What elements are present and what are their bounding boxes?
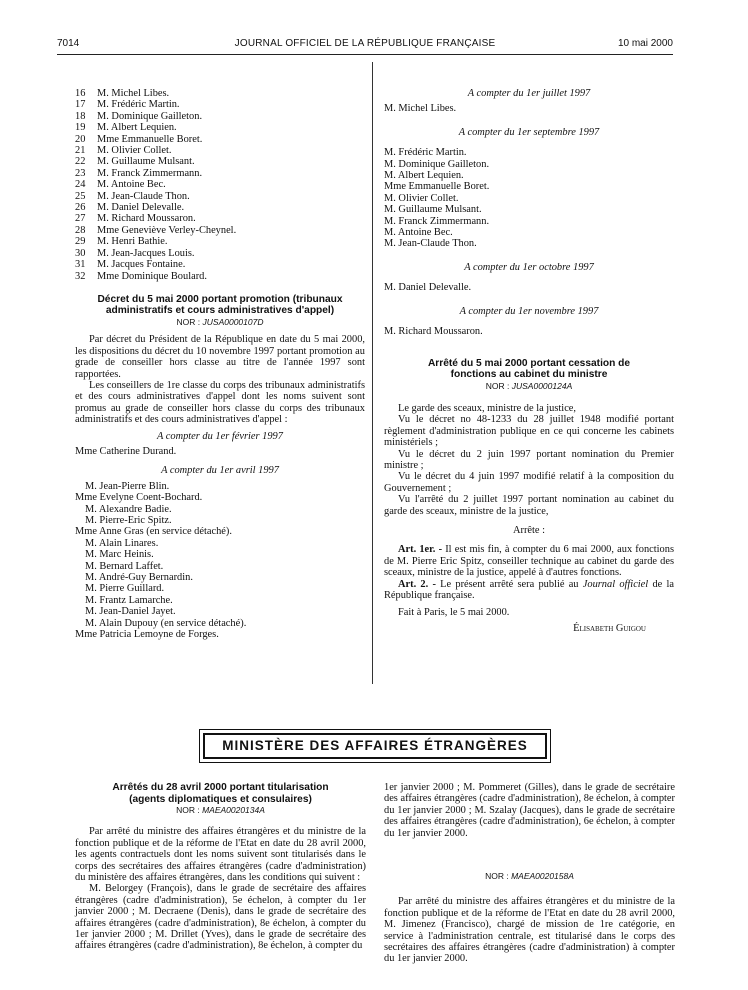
- arretes-paragraph: M. Belorgey (François), dans le grade de secrétaire des affaires étrangères (cadre d'administration), 5e échelon, à compter du 1er janvier 2000 ; M. Decraene (Denis), dans le grade de secrétaire des affaires étrangères (cadre d'administration), 8e échelon, à compter du 1er janvier 2000 ; M. Drillet (Yves), dans le grade de secrétaire des affaires étrangères (cadre d'administration), 8e échelon, à compter du: [75, 883, 366, 952]
- arrete-paragraph: Vu le décret no 48-1233 du 28 juillet 1948 modifié portant règlement d'administration publique en ce qui concerne les cabinets ministériels ;: [384, 414, 674, 449]
- name-line: M. Marc Heinis.: [85, 549, 154, 561]
- name-line: M. André-Guy Bernardin.: [85, 572, 193, 584]
- name-line: Mme Patricia Lemoyne de Forges.: [75, 629, 219, 641]
- arretes-nor-2: NOR : MAEA0020158A: [485, 871, 574, 882]
- name-line: M. Alexandre Badie.: [85, 503, 172, 515]
- list-item: 28 Mme Geneviève Verley-Cheynel.: [75, 224, 237, 236]
- name-line: M. Frantz Lamarche.: [85, 594, 173, 606]
- decree-paragraph: Les conseillers de 1re classe du corps des tribunaux administratifs et des cours administratives d'appel dont les noms suivent sont promus au grade de conseiller hors classe du corps des tribunaux administratifs et des cours administratives d'appel :: [75, 379, 365, 426]
- name-line: Mme Catherine Durand.: [75, 445, 177, 457]
- arrete-paragraph: Vu le décret du 4 juin 1997 modifié relatif à la composition du Gouvernement ;: [384, 471, 674, 494]
- fait-line: Fait à Paris, le 5 mai 2000.: [398, 607, 510, 619]
- name-group: [75, 481, 365, 641]
- list-item: 22 M. Guillaume Mulsant.: [75, 156, 195, 168]
- list-item: 19 M. Albert Lequien.: [75, 122, 177, 134]
- arrete-word: Arrête :: [512, 524, 546, 536]
- page-header: [57, 38, 673, 52]
- name-line: M. Franck Zimmermann.: [384, 215, 490, 227]
- arretes-paragraph: Par arrêté du ministre des affaires étrangères et du ministre de la fonction publique et de la réforme de l'Etat en date du 28 avril 2000, les agents contractuels dont les noms suivent sont titularisés dans le corps des secrétaires des affaires étrangères (cadre d'administration) du ministère des affaires étrangères, dans les conditions qui suivent :: [75, 826, 366, 884]
- list-item: 18 M. Dominique Gailleton.: [75, 110, 203, 122]
- header-rule: [57, 54, 673, 55]
- date-heading: A compter du 1er février 1997: [157, 430, 283, 442]
- right-column: [384, 88, 674, 634]
- column-divider: [372, 62, 373, 684]
- arrete-paragraph: Vu l'arrêté du 2 juillet 1997 portant nomination au cabinet du garde des sceaux, ministre de la justice,: [384, 494, 674, 517]
- arretes-paragraph: Par arrêté du ministre des affaires étrangères et du ministre de la fonction publique et de la réforme de l'Etat en date du 28 avril 2000, M. Jimenez (Francisco), chargé de mission de 1re catégorie, en service à l'administration centrale, est titularisé dans le corps des secrétaires des affaires étrangères (cadre d'administration) à compter du 1er janvier 2000.: [384, 896, 675, 965]
- list-item: 27 M. Richard Moussaron.: [75, 213, 196, 225]
- list-item: 23 M. Franck Zimmermann.: [75, 167, 203, 179]
- decree-nor: NOR : JUSA0000107D: [176, 316, 264, 327]
- name-line: M. Jean-Claude Thon.: [384, 238, 477, 250]
- signature: Élisabeth Guigou: [573, 622, 646, 634]
- list-item: 16 M. Michel Libes.: [75, 88, 170, 99]
- left-column-bottom: [75, 782, 366, 952]
- date-heading: A compter du 1er novembre 1997: [459, 305, 599, 317]
- right-column-bottom: [384, 782, 675, 965]
- ministry-heading: MINISTÈRE DES AFFAIRES ÉTRANGÈRES: [203, 733, 547, 759]
- name-line: M. Jean-Pierre Blin.: [85, 480, 170, 492]
- arrete-paragraph: Le garde des sceaux, ministre de la justice,: [398, 402, 577, 414]
- arrete-paragraph: Vu le décret du 2 juin 1997 portant nomination du Premier ministre ;: [384, 448, 674, 471]
- list-item: 24 M. Antoine Bec.: [75, 179, 166, 191]
- date-heading: A compter du 1er avril 1997: [161, 465, 279, 477]
- page-number: 7014: [57, 38, 80, 49]
- name-line: M. Richard Moussaron.: [384, 326, 483, 338]
- arretes-title: Arrêtés du 28 avril 2000 portant titularisation (agents diplomatiques et consulaires): [112, 782, 329, 805]
- list-item: 20 Mme Emmanuelle Boret.: [75, 133, 203, 145]
- name-line: Mme Anne Gras (en service détaché).: [75, 526, 232, 538]
- name-line: M. Olivier Collet.: [384, 192, 459, 204]
- name-line: M. Bernard Laffet.: [85, 560, 164, 572]
- list-item: 29 M. Henri Bathie.: [75, 236, 168, 248]
- list-item: 26 M. Daniel Delevalle.: [75, 202, 185, 214]
- date-heading: A compter du 1er juillet 1997: [467, 88, 591, 99]
- date-heading: A compter du 1er septembre 1997: [458, 126, 600, 138]
- name-line: M. Michel Libes.: [384, 103, 457, 115]
- issue-date: 10 mai 2000: [617, 38, 673, 49]
- name-line: M. Pierre Guillard.: [85, 583, 165, 595]
- arrete-title: Arrêté du 5 mai 2000 portant cessation de fonctions au cabinet du ministre: [427, 357, 631, 380]
- arretes-nor: NOR : MAEA0020134A: [176, 805, 265, 815]
- name-line: M. Frédéric Martin.: [384, 147, 467, 159]
- arrete-nor: NOR : JUSA0000124A: [485, 380, 573, 391]
- name-line: M. Pierre-Eric Spitz.: [85, 515, 172, 526]
- name-line: M. Jean-Daniel Jayet.: [85, 606, 176, 618]
- list-item: 25 M. Jean-Claude Thon.: [75, 190, 190, 202]
- list-item: 32 Mme Dominique Boulard.: [75, 270, 207, 282]
- decree-title: Décret du 5 mai 2000 portant promotion (tribunaux administratifs et cours administratives d'appel): [97, 293, 343, 317]
- list-item: 21 M. Olivier Collet.: [75, 145, 172, 157]
- name-line: M. Guillaume Mulsant.: [384, 204, 482, 216]
- name-line: M. Alain Dupouy (en service détaché).: [85, 617, 247, 629]
- left-column: [75, 88, 365, 640]
- name-line: M. Daniel Delevalle.: [384, 282, 472, 294]
- name-line: M. Dominique Gailleton.: [384, 158, 490, 170]
- article-2: Art. 2. - Le présent arrêté sera publié au Journal officiel de la République française.: [384, 578, 674, 601]
- list-item: 17 M. Frédéric Martin.: [75, 99, 180, 111]
- decree-paragraph: Par décret du Président de la République en date du 5 mai 2000, les dispositions du décret du 10 novembre 1997 portant promotion au grade de conseiller hors classe au titre de l'année 1997 sont rapportées.: [75, 334, 365, 380]
- name-line: M. Alain Linares.: [85, 537, 159, 549]
- name-line: M. Albert Lequien.: [384, 170, 464, 182]
- journal-title: JOURNAL OFFICIEL DE LA RÉPUBLIQUE FRANÇAISE: [234, 38, 496, 49]
- numbered-list: [75, 88, 365, 282]
- arretes-paragraph: 1er janvier 2000 ; M. Pommeret (Gilles), dans le grade de secrétaire des affaires étrangères (cadre d'administration), 8e échelon, à compter du 1er janvier 2000 ; M. Szalay (Jacques), dans le grade de secrétaire des affaires étrangères (cadre d'administration), 6e échelon, à compter du 1er janvier 2000.: [384, 782, 675, 839]
- name-line: Mme Emmanuelle Boret.: [384, 181, 490, 193]
- name-line: Mme Evelyne Coent-Bochard.: [75, 492, 203, 504]
- article-1: Art. 1er. - Il est mis fin, à compter du 6 mai 2000, aux fonctions de M. Pierre Eric Spitz, conseiller technique au cabinet du garde des sceaux, ministre de la justice, appelé à d'autres fonctions.: [384, 544, 674, 579]
- list-item: 30 M. Jean-Jacques Louis.: [75, 247, 195, 259]
- date-heading: A compter du 1er octobre 1997: [464, 261, 594, 273]
- list-item: 31 M. Jacques Fontaine.: [75, 259, 186, 271]
- name-line: M. Antoine Bec.: [384, 227, 453, 239]
